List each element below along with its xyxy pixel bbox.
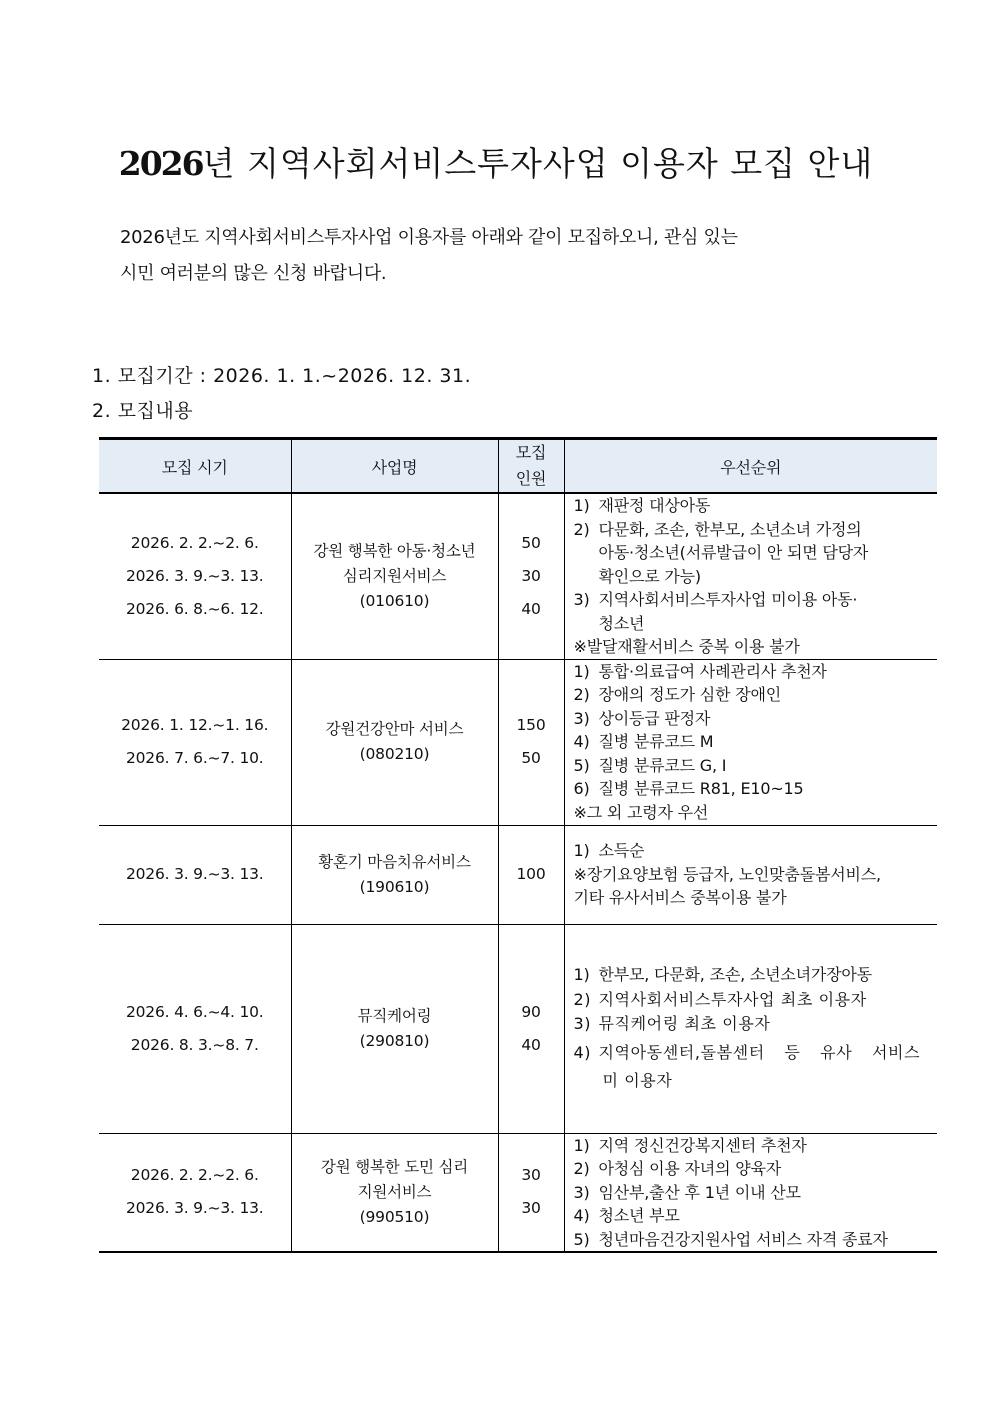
header-service: 사업명 bbox=[291, 439, 498, 494]
period-cell bbox=[99, 659, 291, 825]
period: 2026. 3. 9.~3. 13. bbox=[125, 566, 264, 585]
count-cell bbox=[498, 1133, 564, 1252]
count: 150 bbox=[516, 716, 546, 734]
priority-item: 3) 상이등급 판정자 bbox=[573, 708, 711, 728]
priority-item: 4) 지역아동센터,돌봄센터 등 유사 서비스 bbox=[573, 1042, 921, 1062]
period: 2026. 8. 3.~8. 7. bbox=[130, 1035, 259, 1054]
service-name: 강원건강안마 서비스 bbox=[325, 720, 464, 738]
priority-continuation: 미 이용자 bbox=[602, 1071, 673, 1091]
period: 2026. 2. 2.~2. 6. bbox=[130, 1166, 259, 1185]
priority-item: 1) 재판정 대상아동 bbox=[573, 496, 711, 515]
count: 100 bbox=[516, 865, 546, 883]
intro-line-1: 2026년도 지역사회서비스투자사업 이용자를 아래와 같이 모집하오니, 관심 있는 bbox=[120, 227, 738, 248]
priority-item: 6) 질병 분류코드 R81, E10~15 bbox=[573, 779, 804, 799]
priority-continuation: 청소년 bbox=[598, 613, 645, 633]
count: 30 bbox=[521, 1166, 541, 1185]
period-cell bbox=[99, 1133, 291, 1252]
priority-item: 3) 임산부,출산 후 1년 이내 산모 bbox=[573, 1182, 801, 1202]
priority-item: 4) 질병 분류코드 M bbox=[573, 732, 714, 752]
priority-item: 1) 소득순 bbox=[573, 841, 645, 861]
priority-item: 1) 통합·의료급여 사례관리사 추천자 bbox=[573, 661, 827, 681]
service-code: (990510) bbox=[359, 1207, 430, 1226]
period-cell bbox=[99, 493, 291, 659]
header-count-line-2: 인원 bbox=[515, 469, 547, 488]
intro-paragraph bbox=[120, 220, 880, 292]
service-name: 지원서비스 bbox=[357, 1182, 432, 1201]
count-cell bbox=[498, 493, 564, 659]
priority-continuation: 확인으로 가능) bbox=[598, 566, 701, 586]
service-name: 황혼기 마음치유서비스 bbox=[318, 852, 471, 871]
header-count bbox=[498, 439, 564, 494]
count-cell bbox=[498, 924, 564, 1133]
header-count-line-1: 모집 bbox=[515, 443, 547, 462]
service-cell bbox=[291, 493, 498, 659]
priority-item: 5) 청년마음건강지원사업 서비스 자격 종료자 bbox=[573, 1229, 888, 1249]
priority-cell bbox=[564, 659, 937, 825]
priority-note: ※장기요양보험 등급자, 노인맞춤돌봄서비스, bbox=[573, 864, 881, 884]
priority-item: 4) 청소년 부모 bbox=[573, 1206, 680, 1225]
service-name: 강원 행복한 도민 심리 bbox=[320, 1157, 469, 1176]
priority-item: 3) 뮤직케어링 최초 이용자 bbox=[573, 1014, 771, 1034]
section-recruit-content: 2. 모집내용 bbox=[92, 400, 194, 422]
service-name: 강원 행복한 아동·청소년 bbox=[313, 541, 476, 560]
period: 2026. 1. 12.~1. 16. bbox=[121, 716, 269, 734]
count: 30 bbox=[521, 1199, 541, 1218]
period: 2026. 7. 6.~7. 10. bbox=[125, 749, 264, 767]
priority-note: ※발달재활서비스 중복 이용 불가 bbox=[573, 637, 800, 656]
title-year: 2026 bbox=[118, 144, 203, 183]
table-row bbox=[99, 924, 937, 1133]
table-header-row bbox=[99, 439, 937, 494]
section-recruit-period: 1. 모집기간 : 2026. 1. 1.~2026. 12. 31. bbox=[92, 365, 472, 387]
priority-item: 2) 아청심 이용 자녀의 양육자 bbox=[573, 1159, 781, 1178]
priority-cell bbox=[564, 825, 937, 924]
priority-item: 1) 지역 정신건강복지센터 추천자 bbox=[573, 1135, 807, 1155]
period: 2026. 6. 8.~6. 12. bbox=[125, 599, 264, 618]
service-cell bbox=[291, 659, 498, 825]
service-cell bbox=[291, 825, 498, 924]
count-cell bbox=[498, 659, 564, 825]
priority-note: ※그 외 고령자 우선 bbox=[573, 802, 709, 822]
priority-continuation: 아동·청소년(서류발급이 안 되면 담당자 bbox=[598, 543, 869, 562]
service-cell bbox=[291, 924, 498, 1133]
priority-item: 2) 지역사회서비스투자사업 최초 이용자 bbox=[573, 989, 867, 1009]
title-text: 년 지역사회서비스투자사업 이용자 모집 안내 bbox=[202, 144, 874, 183]
period-cell bbox=[99, 924, 291, 1133]
count: 40 bbox=[521, 599, 541, 618]
header-priority: 우선순위 bbox=[564, 439, 937, 494]
header-period: 모집 시기 bbox=[99, 439, 291, 494]
page-title bbox=[0, 138, 992, 185]
period-cell bbox=[99, 825, 291, 924]
priority-item: 5) 질병 분류코드 G, I bbox=[573, 755, 727, 775]
period: 2026. 4. 6.~4. 10. bbox=[125, 1002, 264, 1021]
period: 2026. 2. 2.~2. 6. bbox=[130, 533, 259, 552]
priority-item: 2) 장애의 정도가 심한 장애인 bbox=[573, 685, 781, 705]
table-row bbox=[99, 493, 937, 659]
service-code: (010610) bbox=[359, 591, 430, 610]
count: 90 bbox=[521, 1002, 541, 1021]
count: 50 bbox=[521, 749, 541, 767]
priority-item: 3) 지역사회서비스투자사업 미이용 아동· bbox=[573, 590, 858, 609]
service-code: (190610) bbox=[359, 877, 430, 896]
service-name: 뮤직케어링 bbox=[357, 1006, 432, 1025]
priority-note: 기타 유사서비스 중복이용 불가 bbox=[573, 888, 787, 908]
service-cell bbox=[291, 1133, 498, 1252]
priority-cell bbox=[564, 1133, 937, 1252]
period: 2026. 3. 9.~3. 13. bbox=[125, 865, 264, 883]
table-row bbox=[99, 659, 937, 825]
priority-item: 2) 다문화, 조손, 한부모, 소년소녀 가정의 bbox=[573, 519, 862, 539]
priority-cell bbox=[564, 924, 937, 1133]
intro-line-2: 시민 여러분의 많은 신청 바랍니다. bbox=[120, 263, 387, 284]
count: 30 bbox=[521, 566, 541, 585]
priority-item: 1) 한부모, 다문화, 조손, 소년소녀가장아동 bbox=[573, 965, 872, 985]
service-code: (290810) bbox=[359, 1031, 430, 1050]
table-row bbox=[99, 1133, 937, 1252]
table-row bbox=[99, 825, 937, 924]
service-code: (080210) bbox=[359, 745, 430, 763]
count: 50 bbox=[521, 533, 541, 552]
count-cell bbox=[498, 825, 564, 924]
priority-cell bbox=[564, 493, 937, 659]
period: 2026. 3. 9.~3. 13. bbox=[125, 1199, 264, 1218]
service-name: 심리지원서비스 bbox=[342, 566, 447, 585]
recruitment-table bbox=[99, 437, 937, 1253]
count: 40 bbox=[521, 1035, 541, 1054]
